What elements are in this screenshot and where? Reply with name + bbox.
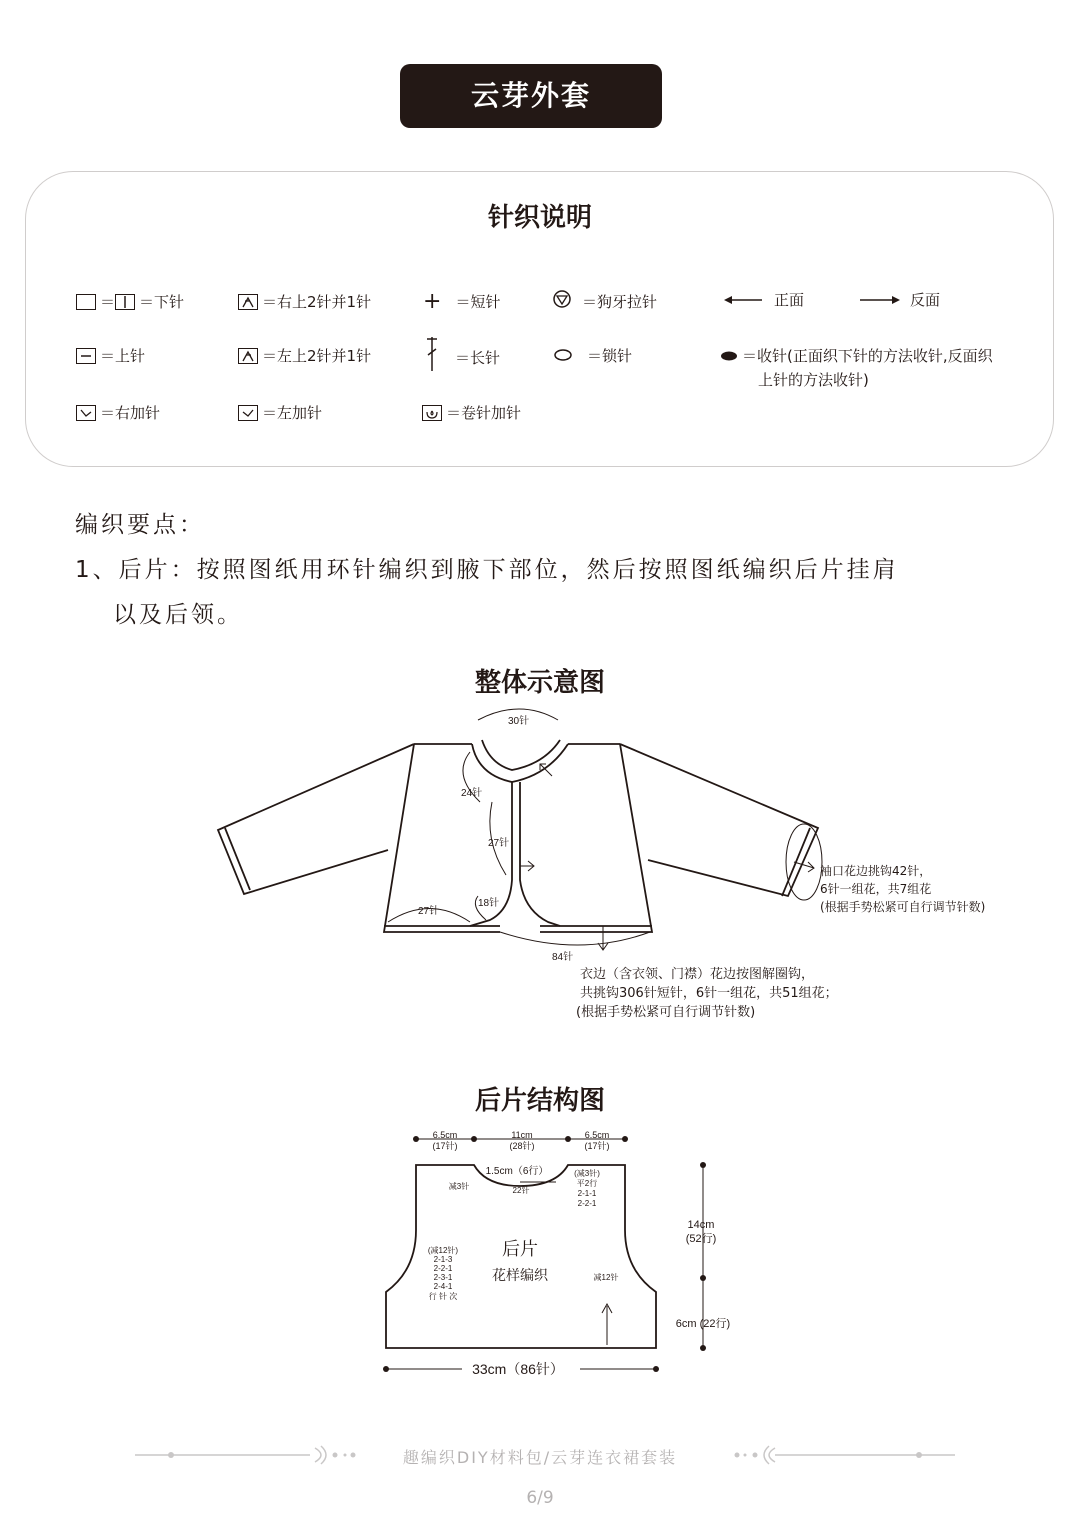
rn-4: 2-2-1 [577,1199,597,1208]
rn-1: (减3针) [574,1169,600,1178]
la-5: 2-4-1 [433,1282,453,1291]
tips-line-1: 1、后片：按照图纸用环针编织到腋下部位，然后按照图纸编织后片挂肩 [75,557,899,583]
cuff-note: 袖口花边挑钩42针， 6针一组花，共7组花 (根据手势松紧可自行调节针数) [820,864,986,914]
top-mid-cm: 11cm [511,1130,533,1140]
top-right-st: (17针) [584,1141,610,1151]
h2: 6cm (22行) [675,1318,731,1330]
rn-3: 2-1-1 [577,1189,597,1198]
legend-dc: ＝长针 [425,337,500,377]
legend-sc: + ＝短针 [423,289,501,314]
top-right-cm: 6.5cm [584,1130,610,1140]
legend-linc: ＝左加针 [238,402,322,423]
k2tog-icon [238,348,258,364]
pattern-label: 花样编织 [492,1267,548,1283]
bottom-width: 33cm（86针） [472,1361,564,1377]
knit-bar-icon [115,294,135,310]
oval-icon [553,347,573,365]
label-27a: 27针 [488,838,510,849]
rinc-icon [76,405,96,421]
legend-rinc: ＝右加针 [76,402,160,423]
page-number: 6/9 [526,1488,554,1508]
label-84: 84针 [552,952,574,963]
top-left-st: (17针) [432,1141,458,1151]
legend-yo: ＝卷针加针 [422,402,521,423]
legend-knit: ＝ ＝下针 [76,291,184,312]
piece-label: 后片 [502,1239,538,1259]
h1-rows: (52行) [685,1233,717,1245]
back-title: 后片结构图 [474,1086,605,1116]
la-6: 行 针 次 [428,1292,458,1301]
plus-icon: + [423,289,442,314]
legend-ch: ＝锁针 [553,345,632,366]
legend-purl: ＝上针 [76,345,145,366]
neck-st: 22针 [512,1186,530,1195]
legend-picot: ＝狗牙拉针 [552,289,657,313]
h1-cm: 14cm [687,1219,715,1231]
edge-note: 衣边（含衣领、门襟）花边按图解圈钩， 共挑钩306针短针，6针一组花，共51组花； (根据手势松紧可自行调节针数) [576,967,838,1020]
picot-icon [552,289,572,313]
arrow-left-icon [724,291,764,309]
linc-icon [238,405,258,421]
empty-box-icon [76,294,96,310]
label-18: 18针 [478,898,500,909]
label-neck: 30针 [508,716,530,727]
purl-dash-icon [76,348,96,364]
filled-oval-icon [720,347,738,365]
legend-back: 反面 [860,289,940,310]
rn-2: 平2行 [576,1179,598,1188]
la-3: 2-2-1 [433,1264,453,1273]
neck-dec: 减3针 [448,1182,470,1191]
la-2: 2-1-3 [433,1255,453,1264]
overview-title: 整体示意图 [474,668,605,698]
label-27b: 27针 [418,906,440,917]
legend-k2tog: ＝左上2针并1针 [238,345,371,366]
top-mid-st: (28针) [509,1141,535,1151]
dc-icon [425,337,439,377]
page-title: 云芽外套 [400,64,662,128]
tips-heading: 编织要点： [75,512,205,538]
yarn-over-icon [422,405,442,421]
neck-depth: 1.5cm（6行） [485,1166,549,1177]
legend-ssk: ＝右上2针并1针 [238,291,371,312]
ssk-icon [238,294,258,310]
legend-bindoff: ＝收针(正面织下针的方法收针,反面织 上针的方法收针) [720,345,993,390]
legend-front: 正面 [724,289,804,310]
label-24: 24针 [461,788,483,799]
tips-line-2: 以及后领。 [113,602,243,628]
arrow-right-icon [860,291,900,309]
la-4: 2-3-1 [433,1273,453,1282]
right-arm: 减12针 [593,1273,619,1282]
footer-text: 趣编织DIY材料包/云芽连衣裙套装 [402,1448,678,1467]
top-left-cm: 6.5cm [432,1130,458,1140]
la-1: (减12针) [427,1246,459,1255]
legend-title: 针织说明 [487,203,592,233]
back-schematic [0,1120,1080,1390]
